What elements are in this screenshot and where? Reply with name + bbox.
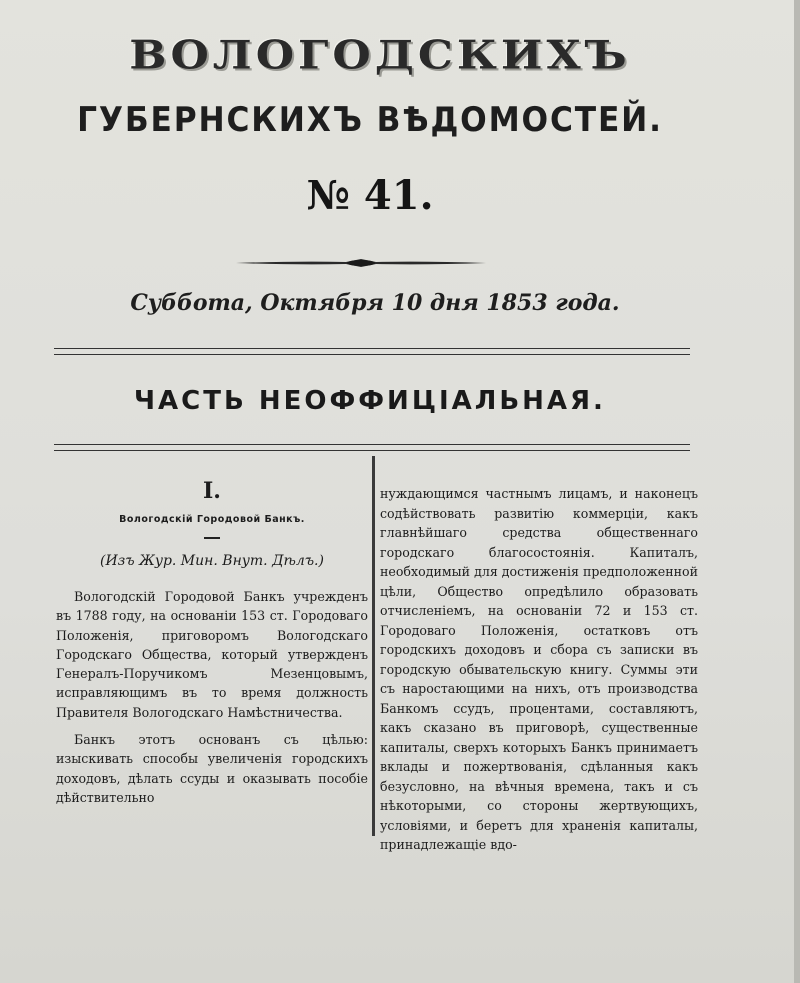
top-double-rule [54,348,690,355]
article-source: (Изъ Жур. Мин. Внут. Дѣлъ.) [100,553,324,569]
section-title: ЧАСТЬ НЕОФФИЦІАЛЬНАЯ. [134,386,606,416]
article-number: I. [203,478,221,504]
right-column-text: нуждающимся частнымъ лицамъ, и наконецъ содѣйствовать развитію коммерціи, какъ главнѣйшаго средства общественнаго городскаго благосостоянія. Капиталъ, необходимый для достиженія предположенной цѣли, Общество опредѣлило образовать отчисленіемъ, на основаніи 72 и 153 ст. Городоваго Положенія, остатковъ отъ городскихъ доходовъ и сбора съ записки въ городскую обывательскую книгу. Суммы эти съ наростающими на нихъ, отъ производства Банкомъ ссудъ, процентами, составляютъ, какъ сказано въ приговорѣ, существенные капиталы, сверхъ которыхъ Банкъ принимаетъ вклады и пожертвованія, сдѣланныя какъ безусловно, на вѣчныя времена, такъ и съ нѣкоторыми, со стороны жертвующихъ, условіями, и беретъ для храненія капиталы, принадлежащіе вдо- [380,486,698,852]
article-paragraph-2: Банкъ этотъ основанъ съ цѣлью: изыскивать способы увеличенія городскихъ доходовъ, дѣлать ссуды и оказывать пособіе дѣйствительно [56,732,368,805]
left-column [56,478,368,815]
masthead-subtitle: ГУБЕРНСКИХЪ ВѢДОМОСТЕЙ. [77,100,663,140]
bottom-double-rule [54,444,690,451]
article-title: Вологодскій Городовой Банкъ. [119,514,305,525]
column-divider [372,456,375,836]
ornament-divider-icon [236,258,486,268]
article-paragraph-1: Вологодскій Городовой Банкъ учрежденъ въ 1788 году, на основаніи 153 ст. Городоваго Положенія, приговоромъ Вологодскаго Городскаго Общества, который утвержденъ Генералъ-Поручикомъ Мезенцовымъ, исправляющимъ въ то время должность Правителя Вологодскаго Намѣстничества. [56,589,368,720]
masthead-title: ВОЛОГОДСКИХЪ [129,32,631,79]
title-dash [204,537,220,539]
issue-date: Суббота, Октября 10 дня 1853 года. [130,290,620,316]
page-edge [794,0,800,983]
issue-number: № 41. [306,172,434,219]
